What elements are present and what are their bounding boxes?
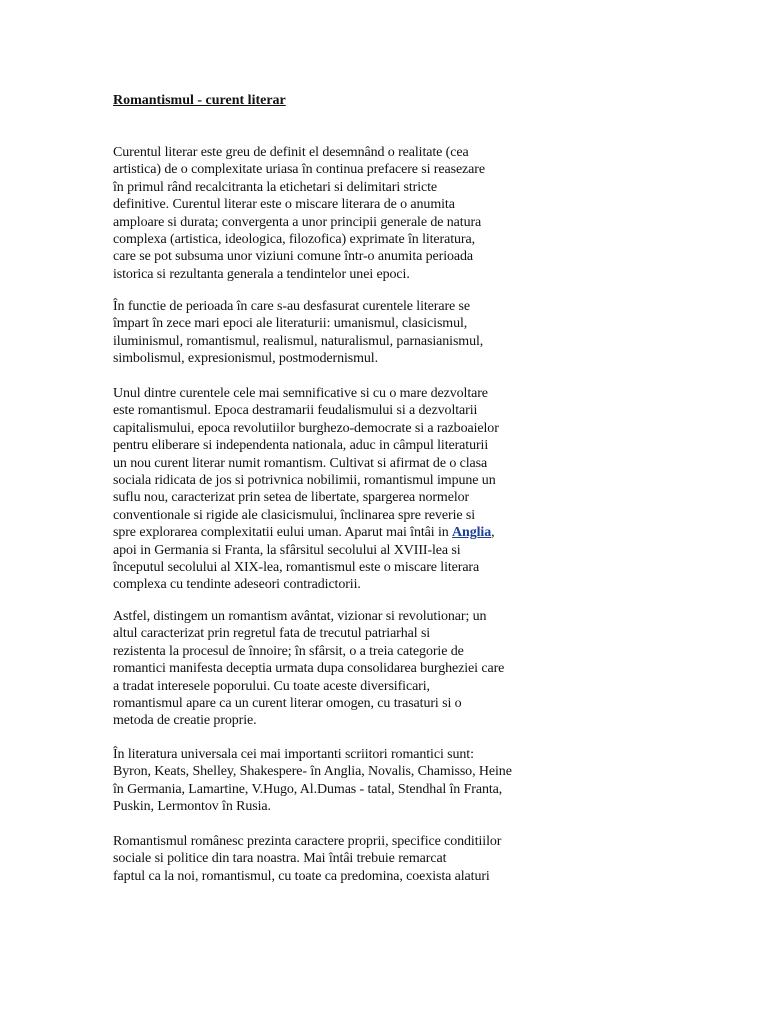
text-line: începutul secolului al XIX-lea, romantismul este o miscare literara <box>113 560 480 576</box>
link-suffix: , <box>491 525 495 541</box>
text-fragment: spre explorarea complexitatii eului uman. Aparut mai întâi in <box>113 525 449 541</box>
text-line: suflu nou, caracterizat prin setea de libertate, spargerea normelor <box>113 490 470 506</box>
text-line: a tradat interesele poporului. Cu toate aceste diversificari, <box>113 678 430 694</box>
text-line: rezistenta la procesul de înnoire; în sfârsit, o a treia categorie de <box>113 643 464 659</box>
text-line: definitive. Curentul literar este o miscare literara de o anumita <box>113 197 455 213</box>
paragraph-definition <box>113 144 485 283</box>
text-line: este romantismul. Epoca destramarii feudalismului si a dezvoltarii <box>113 403 478 419</box>
text-line: pentru eliberare si independenta nationala, aduc in câmpul literaturii <box>113 438 489 454</box>
text-line: În functie de perioada în care s-au desfasurat curentele literare se <box>113 299 471 314</box>
anglia-link[interactable]: Anglia <box>452 525 492 541</box>
text-line-with-link <box>113 524 499 541</box>
text-line: iluminismul, romantismul, realismul, naturalismul, parnasianismul, <box>113 333 484 349</box>
text-line: conventionale si rigide ale clasicismului, înclinarea spre reverie si <box>113 507 476 523</box>
text-line: complexa cu tendinte adeseori contradictorii. <box>113 577 361 593</box>
text-line: împart în zece mari epoci ale literaturii: umanismul, clasicismul, <box>113 316 468 332</box>
text-line: În literatura universala cei mai importanti scriitori romantici sunt: <box>113 747 474 762</box>
paragraph-epochs <box>113 298 483 368</box>
text-line: sociale si politice din tara noastra. Mai întâi trebuie remarcat <box>113 851 447 867</box>
text-line: artistica) de o complexitate uriasa în continua prefacere si reasezare <box>113 162 485 178</box>
text-line: Romantismul românesc prezinta caractere proprii, specifice conditiilor <box>113 834 502 849</box>
text-line: capitalismului, epoca revolutiilor burghezo-democrate si a razboaielor <box>113 420 499 436</box>
text-line: Curentul literar este greu de definit el desemnând o realitate (cea <box>113 145 469 160</box>
text-line: care se pot subsuma unor viziuni comune într-o anumita perioada <box>113 249 474 265</box>
text-line: Puskin, Lermontov în Rusia. <box>113 799 271 815</box>
text-line: istorica si rezultanta generala a tendintelor unei epoci. <box>113 266 410 282</box>
text-line: amploare si durata; convergenta a unor principii generale de natura <box>113 214 482 230</box>
text-line: în Germania, Lamartine, V.Hugo, Al.Dumas - tatal, Stendhal în Franta, <box>113 781 503 797</box>
text-line: un nou curent literar numit romantism. Cultivat si afirmat de o clasa <box>113 455 488 471</box>
text-line: metoda de creatie proprie. <box>113 713 257 729</box>
paragraph-romanticism-origin <box>113 385 499 594</box>
text-line: Byron, Keats, Shelley, Shakespere- în Anglia, Novalis, Chamisso, Heine <box>113 764 512 780</box>
text-line: sociala ridicata de jos si potrivnica nobilimii, romantismul impune un <box>113 473 496 489</box>
text-line: Astfel, distingem un romantism avântat, vizionar si revolutionar; un <box>113 609 487 624</box>
text-line: romantismul apare ca un curent literar omogen, cu trasaturi si o <box>113 696 462 712</box>
paragraph-romanian-romanticism <box>113 833 501 885</box>
text-line: Unul dintre curentele cele mai semnificative si cu o mare dezvoltare <box>113 386 488 401</box>
paragraph-romanticism-types <box>113 608 504 730</box>
document-title: Romantismul - curent literar <box>113 93 286 108</box>
paragraph-universal-writers <box>113 746 512 816</box>
text-line: apoi in Germania si Franta, la sfârsitul secolului al XVIII-lea si <box>113 542 461 558</box>
text-line: complexa (artistica, ideologica, filozofica) exprimate în literatura, <box>113 232 475 248</box>
text-line: altul caracterizat prin regretul fata de trecutul patriarhal si <box>113 626 431 642</box>
text-line: simbolismul, expresionismul, postmodernismul. <box>113 351 379 367</box>
text-line: în primul rând recalcitranta la etichetari si delimitari stricte <box>113 179 438 195</box>
text-line: romantici manifesta deceptia urmata dupa consolidarea burgheziei care <box>113 661 505 677</box>
text-line: faptul ca la noi, romantismul, cu toate ca predomina, coexista alaturi <box>113 868 490 884</box>
